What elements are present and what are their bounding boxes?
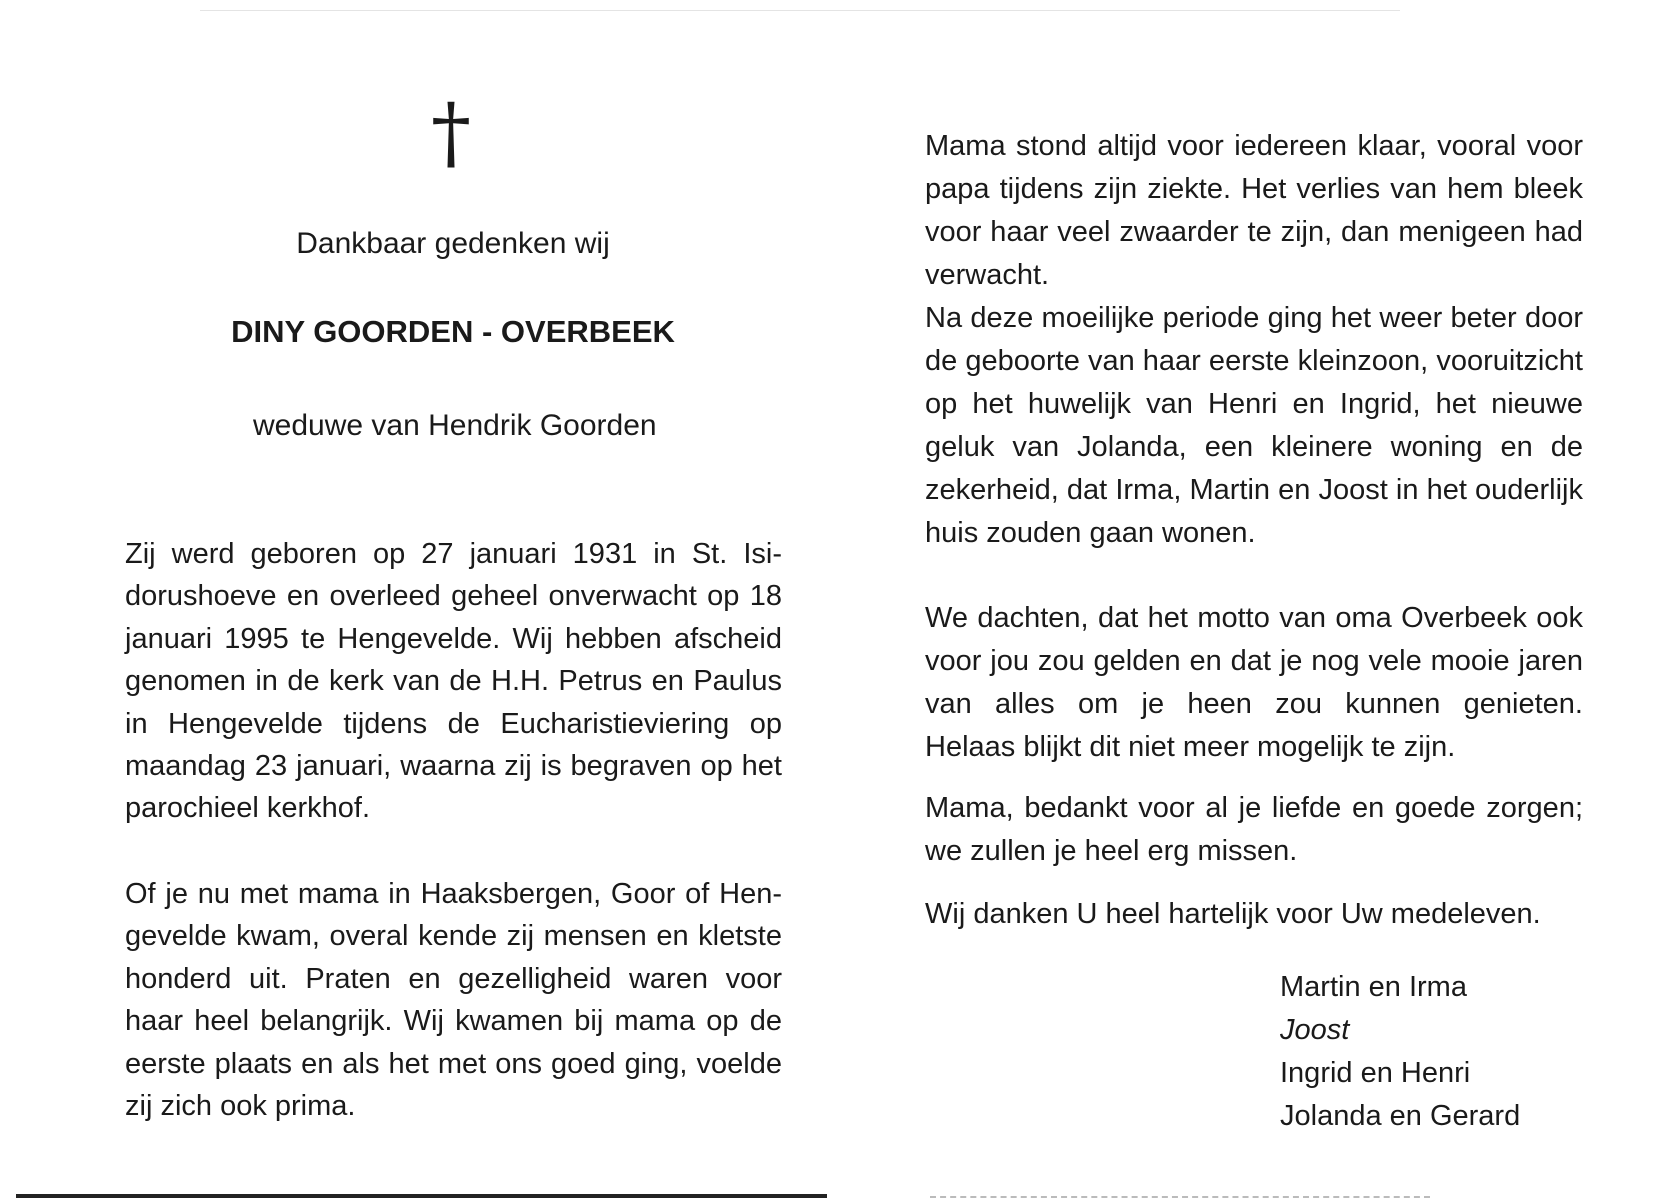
text-line: maandag 23 januari, waarna zij is begraven op het [125,749,782,782]
right-paragraph-1 [925,125,1583,555]
text-line: eerste plaats en als het met ons goed ging, voelde [125,1047,782,1080]
text-line: in Hengevelde tijdens de Eucharistieviering op [125,707,782,740]
text-line: Of je nu met mama in Haaksbergen, Goor of Hen- [125,878,782,910]
text-line: voor haar veel zwaarder te zijn, dan menigeen had [925,216,1583,248]
cross-symbol: † [431,86,471,179]
text-line: voor jou zou gelden en dat je nog vele mooie jaren [925,645,1583,677]
signature-name: Martin en Irma [1280,971,1467,1003]
text-line: Na deze moeilijke periode ging het weer beter door [925,302,1583,334]
text-line: van alles om je heen zou kunnen genieten. [925,688,1583,720]
text-line: Zij werd geboren op 27 januari 1931 in St. Isi- [125,538,782,570]
text-line: papa tijdens zijn ziekte. Het verlies van hem bleek [925,173,1583,205]
left-paragraph-1 [125,533,782,830]
signatures [1280,966,1600,1138]
bottom-rule-left [16,1194,827,1198]
text-line: genomen in de kerk van de H.H. Petrus en Paulus [125,665,782,698]
text-line: januari 1995 te Hengevelde. Wij hebben afscheid [125,622,782,655]
deceased-name: DINY GOORDEN - OVERBEEK [231,314,675,349]
text-line: zij zich ook prima. [125,1089,356,1122]
signature-name: Ingrid en Henri [1280,1057,1471,1089]
text-line: we zullen je heel erg missen. [925,835,1298,867]
text-line: verwacht. [925,259,1050,291]
text-line: geluk van Jolanda, een kleinere woning en de [925,431,1583,463]
text-line: de geboorte van haar eerste kleinzoon, vooruitzicht [925,345,1583,377]
signature-name: Joost [1280,1014,1350,1046]
signature-name: Jolanda en Gerard [1280,1100,1521,1132]
text-line: Helaas blijkt dit niet meer mogelijk te zijn. [925,731,1456,763]
text-line: dorushoeve en overleed geheel onverwacht op 18 [125,580,782,613]
text-line: op het huwelijk van Henri en Ingrid, het nieuwe [925,388,1583,420]
subtitle: weduwe van Hendrik Goorden [253,409,657,442]
bottom-rule-right [930,1196,1430,1198]
text-line: Mama stond altijd voor iedereen klaar, vooral voor [925,130,1583,162]
right-paragraph-2 [925,597,1583,769]
right-paragraph-4 [925,893,1583,936]
text-line: haar heel belangrijk. Wij kwamen bij mama op de [125,1005,782,1038]
top-edge-line [200,10,1400,11]
intro-text: Dankbaar gedenken wij [296,227,610,260]
text-line: parochieel kerkhof. [125,792,371,825]
left-paragraph-2 [125,873,782,1127]
text-line: Wij danken U heel hartelijk voor Uw medeleven. [925,898,1541,930]
text-line: Mama, bedankt voor al je liefde en goede zorgen; [925,792,1583,824]
text-line: honderd uit. Praten en gezelligheid waren voor [125,962,782,995]
text-line: zekerheid, dat Irma, Martin en Joost in het ouderlijk [925,474,1583,506]
text-line: gevelde kwam, overal kende zij mensen en kletste [125,920,782,953]
right-paragraph-3 [925,787,1583,873]
text-line: huis zouden gaan wonen. [925,517,1256,549]
text-line: We dachten, dat het motto van oma Overbeek ook [925,602,1583,634]
